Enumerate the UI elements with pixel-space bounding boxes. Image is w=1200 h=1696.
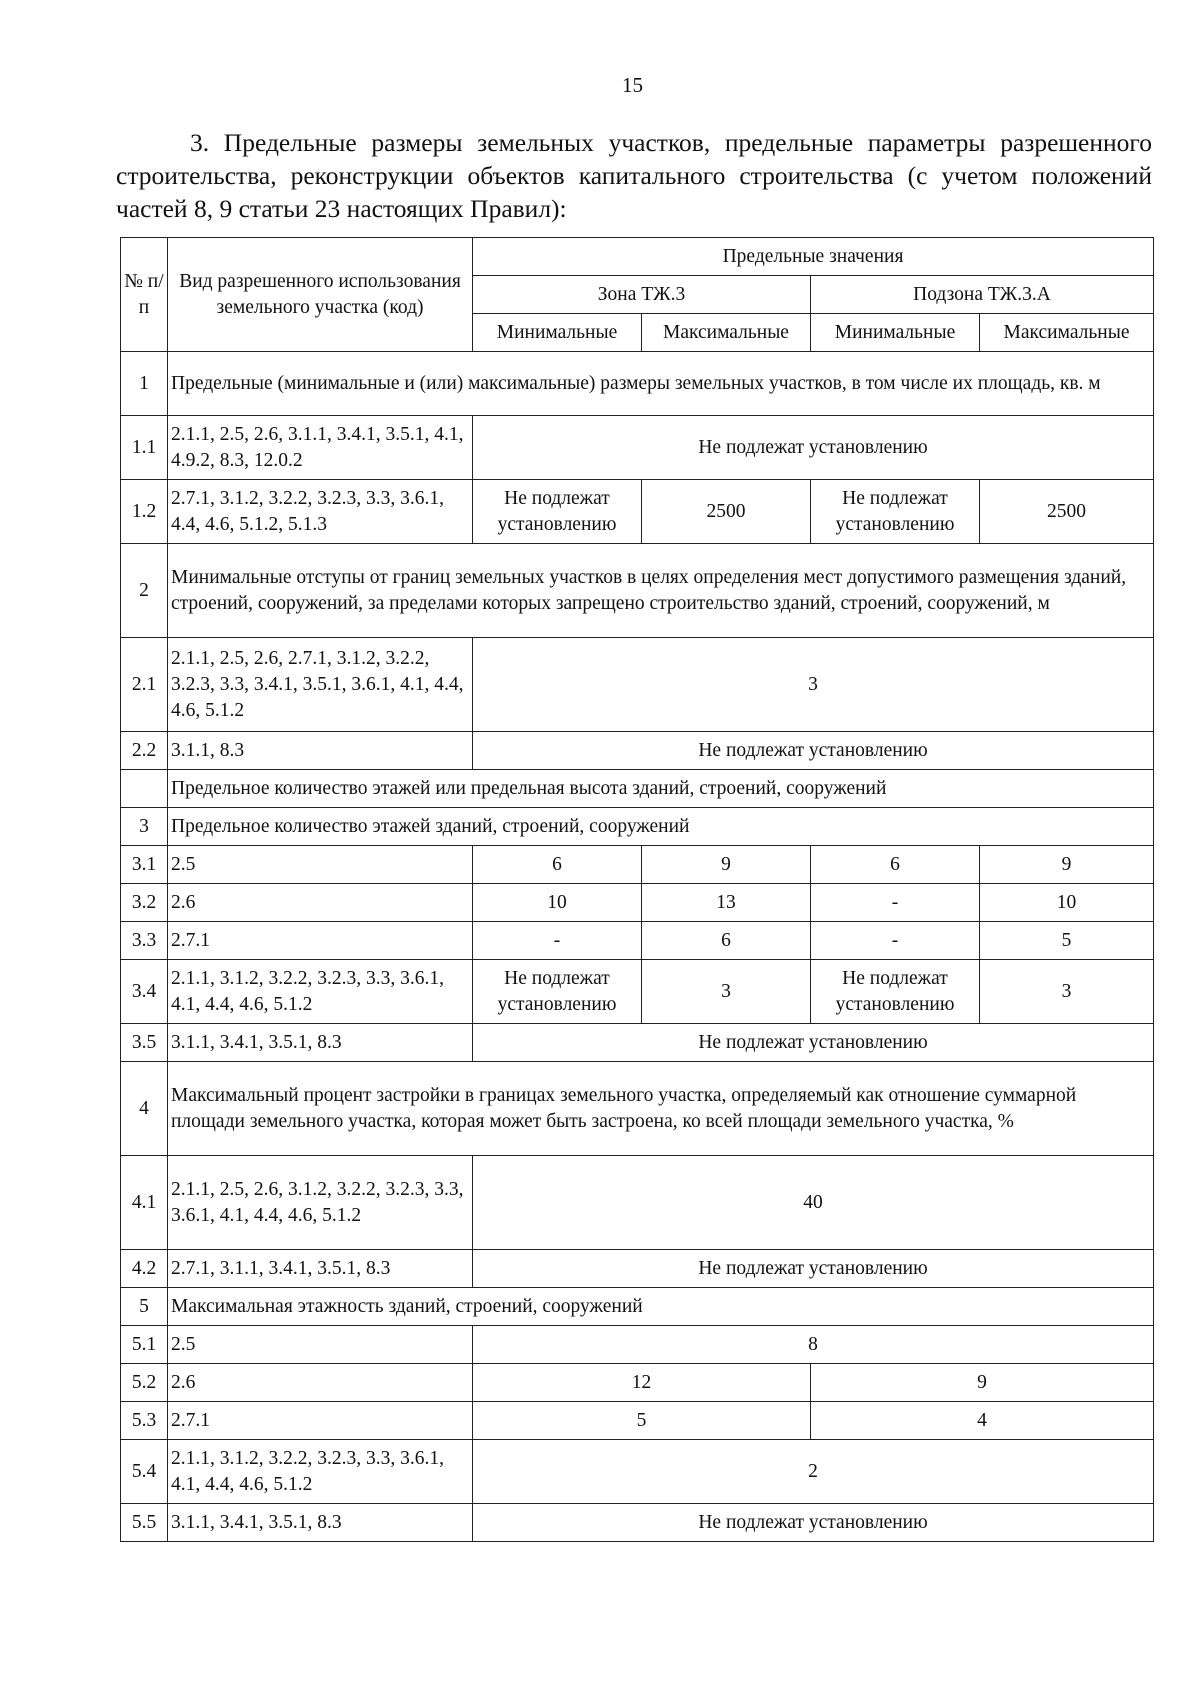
value-min-zone1: Не подлежат установлению <box>473 480 642 544</box>
header-limits: Предельные значения <box>473 238 1154 276</box>
use-codes: 2.5 <box>168 846 473 884</box>
value-all: 8 <box>473 1326 1154 1364</box>
use-codes: 2.1.1, 2.5, 2.6, 2.7.1, 3.1.2, 3.2.2, 3.2.3, 3.3, 3.4.1, 3.5.1, 3.6.1, 4.1, 4.4, 4.6, 5.1.2 <box>168 638 473 732</box>
value-max-zone2: 9 <box>980 846 1154 884</box>
section-heading: Максимальный процент застройки в границах земельного участка, определяемый как отношение суммарной площади земельного участка, которая может быть застроена, ко всей площади земельного участка, % <box>168 1062 1154 1156</box>
table-row <box>121 732 1154 770</box>
table-row <box>121 1024 1154 1062</box>
row-number: 4 <box>121 1062 168 1156</box>
use-codes: 2.7.1 <box>168 1402 473 1440</box>
value-min-zone1: Не подлежат установлению <box>473 960 642 1024</box>
value-min-zone2: 6 <box>811 846 980 884</box>
row-number: 5.3 <box>121 1402 168 1440</box>
row-number: 1 <box>121 352 168 416</box>
header-num: № п/п <box>121 238 168 352</box>
row-number: 1.1 <box>121 416 168 480</box>
row-number: 2 <box>121 544 168 638</box>
table-row <box>121 416 1154 480</box>
header-min-zone2: Минимальные <box>811 314 980 352</box>
row-number: 5.2 <box>121 1364 168 1402</box>
use-codes: 2.1.1, 3.1.2, 3.2.2, 3.2.3, 3.3, 3.6.1, 4.1, 4.4, 4.6, 5.1.2 <box>168 960 473 1024</box>
section-heading: Максимальная этажность зданий, строений, сооружений <box>168 1288 1154 1326</box>
table-row <box>121 480 1154 544</box>
header-min-zone1: Минимальные <box>473 314 642 352</box>
table-row <box>121 1504 1154 1542</box>
limits-table <box>120 237 1154 1542</box>
table-row <box>121 1288 1154 1326</box>
header-zone-tzh3: Зона ТЖ.3 <box>473 276 811 314</box>
header-max-zone2: Максимальные <box>980 314 1154 352</box>
use-codes: 2.6 <box>168 1364 473 1402</box>
value-min-zone2: Не подлежат установлению <box>811 480 980 544</box>
header-subzone-tzh3a: Подзона ТЖ.3.А <box>811 276 1154 314</box>
table-row <box>121 808 1154 846</box>
value-all: 2 <box>473 1440 1154 1504</box>
value-zone2: 4 <box>811 1402 1154 1440</box>
use-codes: 2.1.1, 3.1.2, 3.2.2, 3.2.3, 3.3, 3.6.1, 4.1, 4.4, 4.6, 5.1.2 <box>168 1440 473 1504</box>
use-codes: 3.1.1, 3.4.1, 3.5.1, 8.3 <box>168 1024 473 1062</box>
table-row <box>121 960 1154 1024</box>
value-all: 40 <box>473 1156 1154 1250</box>
value-max-zone1: 3 <box>642 960 811 1024</box>
value-max-zone2: 10 <box>980 884 1154 922</box>
table-row <box>121 1062 1154 1156</box>
table-row <box>121 352 1154 416</box>
header-vid: Вид разрешенного использования земельного участка (код) <box>168 238 473 352</box>
use-codes: 2.7.1 <box>168 922 473 960</box>
value-zone1: 5 <box>473 1402 811 1440</box>
value-zone2: 9 <box>811 1364 1154 1402</box>
row-number <box>121 770 168 808</box>
row-number: 2.2 <box>121 732 168 770</box>
section-heading: Предельное количество этажей или предельная высота зданий, строений, сооружений <box>168 770 1154 808</box>
value-zone1: 12 <box>473 1364 811 1402</box>
row-number: 4.2 <box>121 1250 168 1288</box>
value-min-zone2: Не подлежат установлению <box>811 960 980 1024</box>
value-min-zone1: - <box>473 922 642 960</box>
row-number: 5.4 <box>121 1440 168 1504</box>
value-all: Не подлежат установлению <box>473 1250 1154 1288</box>
use-codes: 2.5 <box>168 1326 473 1364</box>
value-min-zone2: - <box>811 884 980 922</box>
row-number: 5.5 <box>121 1504 168 1542</box>
use-codes: 3.1.1, 3.4.1, 3.5.1, 8.3 <box>168 1504 473 1542</box>
value-max-zone1: 6 <box>642 922 811 960</box>
value-min-zone1: 10 <box>473 884 642 922</box>
use-codes: 3.1.1, 8.3 <box>168 732 473 770</box>
table-row <box>121 884 1154 922</box>
row-number: 1.2 <box>121 480 168 544</box>
use-codes: 2.7.1, 3.1.1, 3.4.1, 3.5.1, 8.3 <box>168 1250 473 1288</box>
use-codes: 2.1.1, 2.5, 2.6, 3.1.1, 3.4.1, 3.5.1, 4.1, 4.9.2, 8.3, 12.0.2 <box>168 416 473 480</box>
value-all: Не подлежат установлению <box>473 1504 1154 1542</box>
value-max-zone2: 2500 <box>980 480 1154 544</box>
value-max-zone1: 2500 <box>642 480 811 544</box>
value-min-zone1: 6 <box>473 846 642 884</box>
table-row <box>121 1326 1154 1364</box>
row-number: 3.2 <box>121 884 168 922</box>
row-number: 3.4 <box>121 960 168 1024</box>
table-row <box>121 1402 1154 1440</box>
table-row <box>121 638 1154 732</box>
page-number: 15 <box>622 73 643 97</box>
use-codes: 2.1.1, 2.5, 2.6, 3.1.2, 3.2.2, 3.2.3, 3.3, 3.6.1, 4.1, 4.4, 4.6, 5.1.2 <box>168 1156 473 1250</box>
use-codes: 2.6 <box>168 884 473 922</box>
section-heading: Предельное количество этажей зданий, строений, сооружений <box>168 808 1154 846</box>
row-number: 3.1 <box>121 846 168 884</box>
header-max-zone1: Максимальные <box>642 314 811 352</box>
value-max-zone1: 13 <box>642 884 811 922</box>
section-heading: Предельные (минимальные и (или) максимальные) размеры земельных участков, в том числе их площадь, кв. м <box>168 352 1154 416</box>
row-number: 5 <box>121 1288 168 1326</box>
value-max-zone1: 9 <box>642 846 811 884</box>
table-row <box>121 922 1154 960</box>
use-codes: 2.7.1, 3.1.2, 3.2.2, 3.2.3, 3.3, 3.6.1, 4.4, 4.6, 5.1.2, 5.1.3 <box>168 480 473 544</box>
table-row <box>121 1250 1154 1288</box>
intro-paragraph: 3. Предельные размеры земельных участков, предельные параметры разрешенного строительства, реконструкции объектов капитального строительства (с учетом положений частей 8, 9 статьи 23 настоящих Правил): <box>116 128 1152 223</box>
table-row <box>121 1440 1154 1504</box>
section-heading: Минимальные отступы от границ земельных участков в целях определения мест допустимого размещения зданий, строений, сооружений, за пределами которых запрещено строительство зданий, строений, сооружений, м <box>168 544 1154 638</box>
table-row <box>121 770 1154 808</box>
value-all: Не подлежат установлению <box>473 416 1154 480</box>
row-number: 4.1 <box>121 1156 168 1250</box>
value-max-zone2: 3 <box>980 960 1154 1024</box>
row-number: 3 <box>121 808 168 846</box>
row-number: 5.1 <box>121 1326 168 1364</box>
table-row <box>121 544 1154 638</box>
table-row <box>121 846 1154 884</box>
value-min-zone2: - <box>811 922 980 960</box>
value-max-zone2: 5 <box>980 922 1154 960</box>
value-all: Не подлежат установлению <box>473 732 1154 770</box>
row-number: 3.5 <box>121 1024 168 1062</box>
table-row <box>121 1364 1154 1402</box>
table-row <box>121 1156 1154 1250</box>
value-all: 3 <box>473 638 1154 732</box>
row-number: 2.1 <box>121 638 168 732</box>
value-all: Не подлежат установлению <box>473 1024 1154 1062</box>
row-number: 3.3 <box>121 922 168 960</box>
